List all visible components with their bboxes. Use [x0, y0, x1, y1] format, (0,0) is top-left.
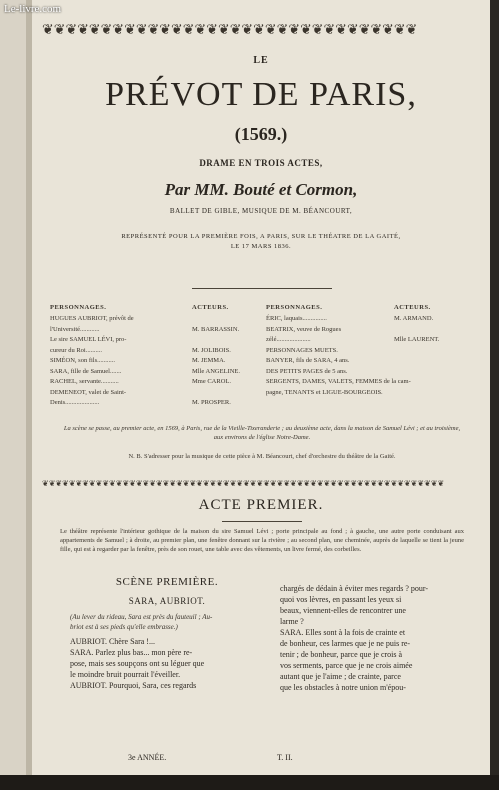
cast-actor: Mme CAROL. [192, 378, 231, 385]
cast-row: zélé..................... [266, 336, 311, 343]
cast-row: HUGUES AUBRIOT, prévôt de [50, 315, 134, 322]
cast-row: SIMÉON, son fils........... [50, 357, 116, 364]
cast-left-actors [192, 304, 262, 409]
scan-bottom-edge [0, 775, 499, 790]
cast-row: Le sire SAMUEL LÉVI, pro- [50, 336, 127, 343]
cast-row: DES PETITS PAGES de 5 ans. [266, 367, 348, 375]
cast-actor [394, 367, 470, 378]
dialogue-right-column [280, 583, 466, 693]
dialogue-line: tenir ; de bonheur, parce que je crois à [280, 650, 403, 659]
cast-actor: M. BARRASSIN. [192, 325, 240, 333]
dialogue-left-column [70, 636, 262, 691]
volume-mark: T. II. [277, 753, 293, 762]
cast-actor [192, 314, 262, 325]
cast-actor: M. JEMMA. [192, 357, 226, 364]
dialogue-line: AUBRIOT. Chère Sara !... [70, 637, 155, 646]
cast-actor [394, 356, 470, 367]
cast-actor [394, 377, 470, 388]
dialogue-line: que les obstacles à notre union m'épou- [280, 683, 406, 692]
act-heading: ACTE PREMIER. [198, 497, 324, 513]
dialogue-line: autant que je l'aime ; de crainte, parce [280, 672, 401, 681]
cast-row: PERSONNAGES MUETS. [266, 346, 338, 354]
dialogue-line: quoi vos lèvres, en passant les yeux si [280, 595, 402, 604]
play-title: PRÉVOT DE PARIS, [105, 76, 417, 113]
stage-direction-line: (Au lever du rideau, Sara est près du fauteuil ; Au- [70, 613, 213, 621]
premiere-line-1: REPRÉSENTÉ POUR LA PREMIÈRE FOIS, A PARIS, SUR LE THÉATRE DE LA GAITÉ, [121, 233, 401, 240]
stage-setting: Le théâtre représente l'intérieur gothique de la maison du sire Samuel Lévi ; porte principale au fond ; à gauche, une autre porte conduisant aux appartements de Samuel ; à droite, au premier plan, une fenêtre donnant sur la rivière ; au second plan, une cheminée, auprès de laquelle se tient la jeune fille, qui est à regarder par la fenêtre, près de son rouet, une table avec des vêtements, un livre fermé, des corbeilles. [60, 528, 464, 553]
ornament-top: ❦❦❦❦❦❦❦❦❦❦❦❦❦❦❦❦❦❦❦❦❦❦❦❦❦❦❦❦❦❦❦❦ [42, 22, 418, 38]
cast-row: l'Université............ [50, 325, 100, 333]
play-authors: Par MM. Bouté et Cormon, [164, 180, 358, 199]
title-article: LE [253, 55, 269, 66]
cast-actor [192, 335, 262, 346]
cast-left-actors-head: ACTEURS. [192, 304, 229, 311]
cast-row: BANYER, fils de SARA, 4 ans. [266, 357, 350, 364]
cast-right-head: PERSONNAGES. [266, 304, 323, 311]
stage-direction [70, 612, 260, 632]
dialogue-line: SARA. Elles sont à la fois de crainte et [280, 628, 406, 637]
cast-row: RACHEL, servante........... [50, 378, 119, 385]
act-rule [222, 521, 302, 522]
cast-row: SERGENTS, DAMES, VALETS, FEMMES de la cam- [266, 378, 411, 385]
stage-direction-line: briot est à ses pieds qu'elle embrasse.) [70, 623, 178, 631]
cast-row: Denis..................... [50, 399, 100, 406]
cast-actor: M. ARMAND. [394, 315, 434, 322]
book-page [32, 0, 490, 775]
title-rule [192, 288, 332, 289]
cast-left-head: PERSONNAGES. [50, 304, 107, 311]
play-credits: BALLET DE GIBLE, MUSIQUE DE M. BÉANCOURT, [169, 207, 353, 215]
cast-actor: M. PROSPER. [192, 399, 231, 406]
dialogue-line: beaux, viennent-elles de rencontrer une [280, 606, 406, 615]
signature-mark: 3e ANNÉE. [128, 753, 167, 762]
cast-actor: Mlle LAURENT. [394, 336, 440, 343]
cast-actor [394, 325, 470, 336]
dialogue-line: AUBRIOT. Pourquoi, Sara, ces regards [70, 681, 197, 690]
cast-row: pagne, TENANTS et LIGUE-BOURGEOIS. [266, 388, 383, 396]
setting-note: La scène se passe, au premier acte, en 1569, à Paris, rue de la Vieille-Tixeranderie ; au deuxième acte, dans la maison de Samuel Lévi ; et au troisième, aux environs de l'église Notre-Dame. [63, 425, 461, 441]
dialogue-line: larme ? [280, 617, 304, 626]
premiere-info [32, 232, 490, 252]
cast-row: DEMENEOT, valet de Saint- [50, 388, 127, 396]
cast-actor [394, 388, 470, 399]
dialogue-line: SARA. Parlez plus bas... mon père re- [70, 648, 193, 657]
dialogue-line: chargés de dédain à éviter mes regards ? pour- [280, 584, 429, 593]
cast-actor [394, 346, 470, 357]
cast-left-characters [50, 304, 190, 409]
play-year: (1569.) [234, 124, 288, 144]
cast-row: SARA, fille de Samuel....... [50, 367, 122, 375]
cast-row: cureur du Roi.......... [50, 346, 102, 354]
music-note: N. B. S'adresser pour la musique de cette pièce à M. Béancourt, chef d'orchestre du théâtre de la Gaité. [128, 453, 396, 460]
scene-characters: SARA, AUBRIOT. [128, 596, 206, 606]
play-genre: DRAME EN TROIS ACTES, [199, 158, 323, 168]
cast-right-actors-head: ACTEURS. [394, 304, 431, 311]
cast-right-actors [394, 304, 470, 398]
cast-row: BEATRIX, veuve de Rogues [266, 325, 342, 333]
watermark: Le-livre.com [4, 3, 62, 15]
dialogue-line: vos serments, parce que je ne crois aimée [280, 661, 413, 670]
ornament-divider: ❦❦❦❦❦❦❦❦❦❦❦❦❦❦❦❦❦❦❦❦❦❦❦❦❦❦❦❦❦❦❦❦❦❦❦❦❦❦❦❦❦❦❦❦❦❦❦❦❦❦❦❦❦❦❦❦❦❦❦❦ [42, 479, 445, 488]
cast-actor: Mlle ANGELINE. [192, 367, 241, 375]
dialogue-line: le moindre bruit pourrait l'éveiller. [70, 670, 181, 679]
cast-actor [192, 388, 262, 399]
dialogue-line: de bonheur, ces larmes que je ne puis re- [280, 639, 411, 648]
cast-actor: M. JOLIBOIS. [192, 346, 231, 354]
premiere-line-2: LE 17 MARS 1836. [230, 243, 292, 250]
dialogue-line: pose, mais ses soupçons ont su léguer que [70, 659, 205, 668]
cast-row: ÉRIC, laquais............... [266, 315, 327, 322]
scene-heading: SCÈNE PREMIÈRE. [115, 576, 219, 588]
